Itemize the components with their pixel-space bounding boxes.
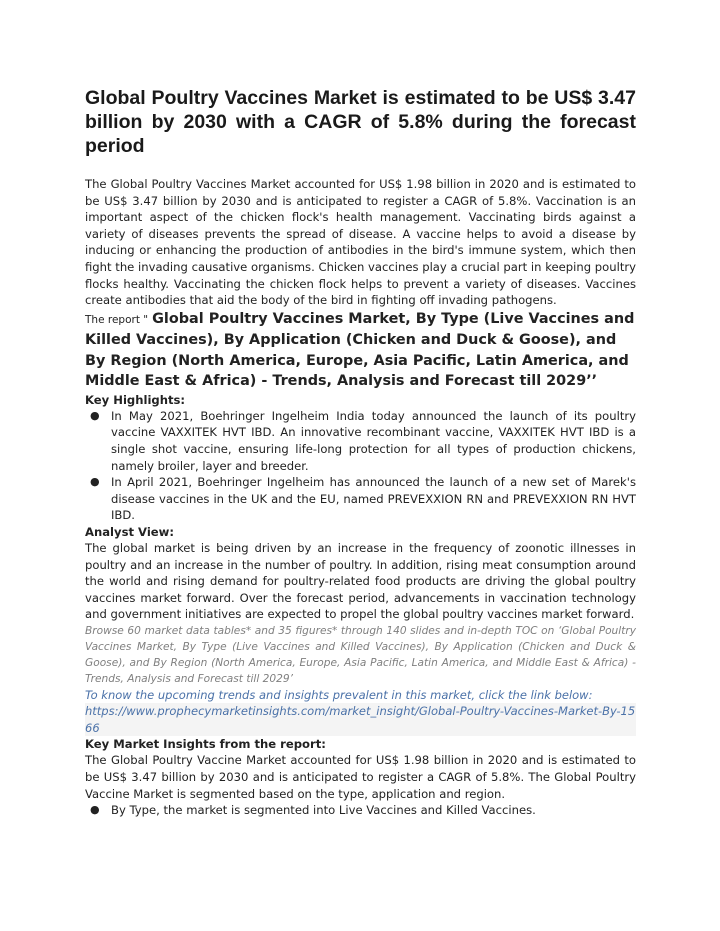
bullet-icon: ● (90, 475, 100, 489)
analyst-view-paragraph: The global market is being driven by an increase in the frequency of zoonotic illnesses in poultry and an increase in the number of poultry. In addition, rising meat consumption around the world and rising demand for poultry-related food products are driving the global poultry vaccines market forward. Over the forecast period, advancements in vaccination technology and government initiatives are expected to propel the global poultry vaccines market forward. (85, 540, 636, 622)
report-prefix: The report " (85, 313, 149, 326)
report-title-line (85, 309, 636, 392)
page-title: Global Poultry Vaccines Market is estimated to be US$ 3.47 billion by 2030 with a CAGR of 5.8% during the forecast period (85, 87, 636, 157)
cta-text: To know the upcoming trends and insights prevalent in this market, click the link below: (85, 687, 593, 702)
list-item (90, 474, 636, 524)
bullet-icon: ● (90, 803, 100, 817)
key-insights-paragraph: The Global Poultry Vaccine Market accounted for US$ 1.98 billion in 2020 and is estimated to be US$ 3.47 billion by 2030 and is anticipated to register a CAGR of 5.8%. The Global Poultry Vaccine Market is segmented based on the type, application and region. (85, 753, 636, 801)
key-highlights-heading: Key Highlights: (85, 392, 186, 407)
report-link[interactable]: https://www.prophecymarketinsights.com/market_insight/Global-Poultry-Vaccines-Market-By-1566 (85, 704, 636, 735)
key-insights-heading: Key Market Insights from the report: (85, 737, 326, 752)
key-insights-list (85, 802, 636, 819)
key-highlights-list (85, 408, 636, 524)
highlight-text: In May 2021, Boehringer Ingelheim India today announced the launch of its poultry vaccine VAXXITEK HVT IBD. An innovative recombinant vaccine, VAXXITEK HVT IBD is a single shot vaccine, ensuring life-long protection for all types of production chickens, namely broiler, layer and breeder. (111, 408, 636, 473)
browse-note: Browse 60 market data tables* and 35 figures* through 140 slides and in-depth TOC on ‘Global Poultry Vaccines Market, By Type (Live Vaccines and Killed Vaccines), By Application (Chicken and Duck & Goose), and By Region (North America, Europe, Asia Pacific, Latin America, and Middle East & Africa) - Trends, Analysis and Forecast till 2029’ (85, 624, 636, 685)
insight-text: By Type, the market is segmented into Live Vaccines and Killed Vaccines. (111, 803, 536, 818)
intro-paragraph: The Global Poultry Vaccines Market accounted for US$ 1.98 billion in 2020 and is estimated to be US$ 3.47 billion by 2030 and is anticipated to register a CAGR of 5.8%. Vaccination is an important aspect of the chicken flock's health management. Vaccinating birds against a variety of diseases prevents the spread of disease. A vaccine helps to avoid a disease by inducing or enhancing the production of antibodies in the bird's immune system, which then fight the invading causative organisms. Chicken vaccines play a crucial part in keeping poultry flocks healthy. Vaccinating the chicken flock helps to prevent a variety of diseases. Vaccines create antibodies that aid the body of the bird in fighting off invading pathogens. (85, 177, 636, 308)
report-title: Global Poultry Vaccines Market, By Type (Live Vaccines and Killed Vaccines), By Application (Chicken and Duck & Goose), and By Region (North America, Europe, Asia Pacific, Latin America, and Middle East & Africa) - Trends, Analysis and Forecast till 2029’’ (85, 310, 635, 390)
highlight-text: In April 2021, Boehringer Ingelheim has announced the launch of a new set of Marek's disease vaccines in the UK and the EU, named PREVEXXION RN and PREVEXXION RN HVT IBD. (111, 475, 636, 523)
list-item (90, 408, 636, 474)
list-item (90, 802, 636, 819)
analyst-view-heading: Analyst View: (85, 524, 175, 539)
document-page (85, 86, 636, 819)
bullet-icon: ● (90, 408, 100, 422)
